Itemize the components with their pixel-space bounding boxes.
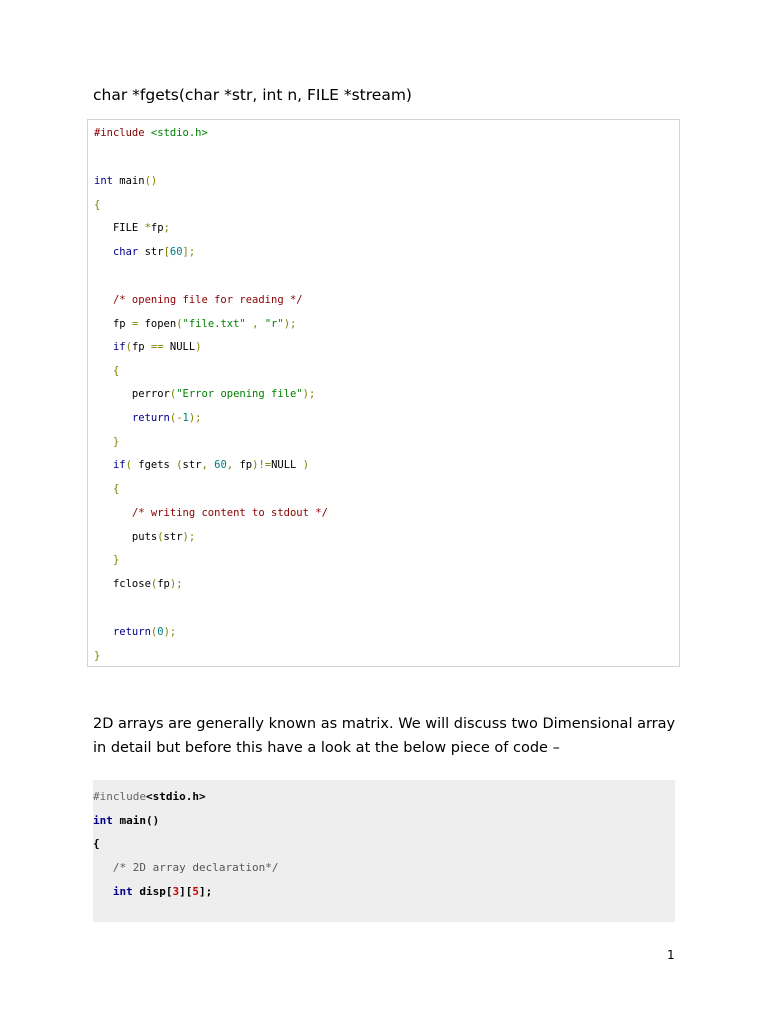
code-line: fclose(fp); [94,578,183,590]
code-line: fp = fopen("file.txt" , "r"); [94,318,297,330]
page-number: 1 [667,948,675,962]
code-line: int main() [94,175,158,187]
code-line: } [112,554,120,566]
code-line: int disp[3][5]; [112,885,213,898]
code-line: if( fgets (str, 60, fp)!=NULL ) [112,459,310,471]
code-line: #include<stdio.h> [93,790,206,803]
code-line: /* 2D array declaration*/ [112,861,279,874]
code-line: { [93,837,100,850]
code-line: puts(str); [94,531,196,543]
code-line: if(fp == NULL) [112,341,202,353]
code-signature-heading: char *fgets(char *str, int n, FILE *stream) [93,86,412,104]
code-line: return(0); [112,626,177,638]
code-line: int main() [93,814,160,827]
code-line: return(-1); [131,412,202,424]
body-paragraph: 2D arrays are generally known as matrix. We will discuss two Dimensional array in detail but before this have a look at the below piece of code – [93,716,676,756]
code-line: } [94,650,101,662]
code-line: char str[60]; [112,246,196,258]
code-line: /* writing content to stdout */ [131,507,328,519]
code-line: perror("Error opening file"); [94,388,316,400]
code-block-2d-array [93,780,675,922]
code-block-fgets-example [87,119,680,667]
code-line: #include <stdio.h> [94,127,208,139]
code-line: } [112,436,120,448]
code-line: { [94,199,101,211]
code-line: FILE *fp; [94,222,170,234]
code-line: { [112,365,120,377]
code-line: { [112,483,120,495]
code-line: /* opening file for reading */ [112,294,303,306]
